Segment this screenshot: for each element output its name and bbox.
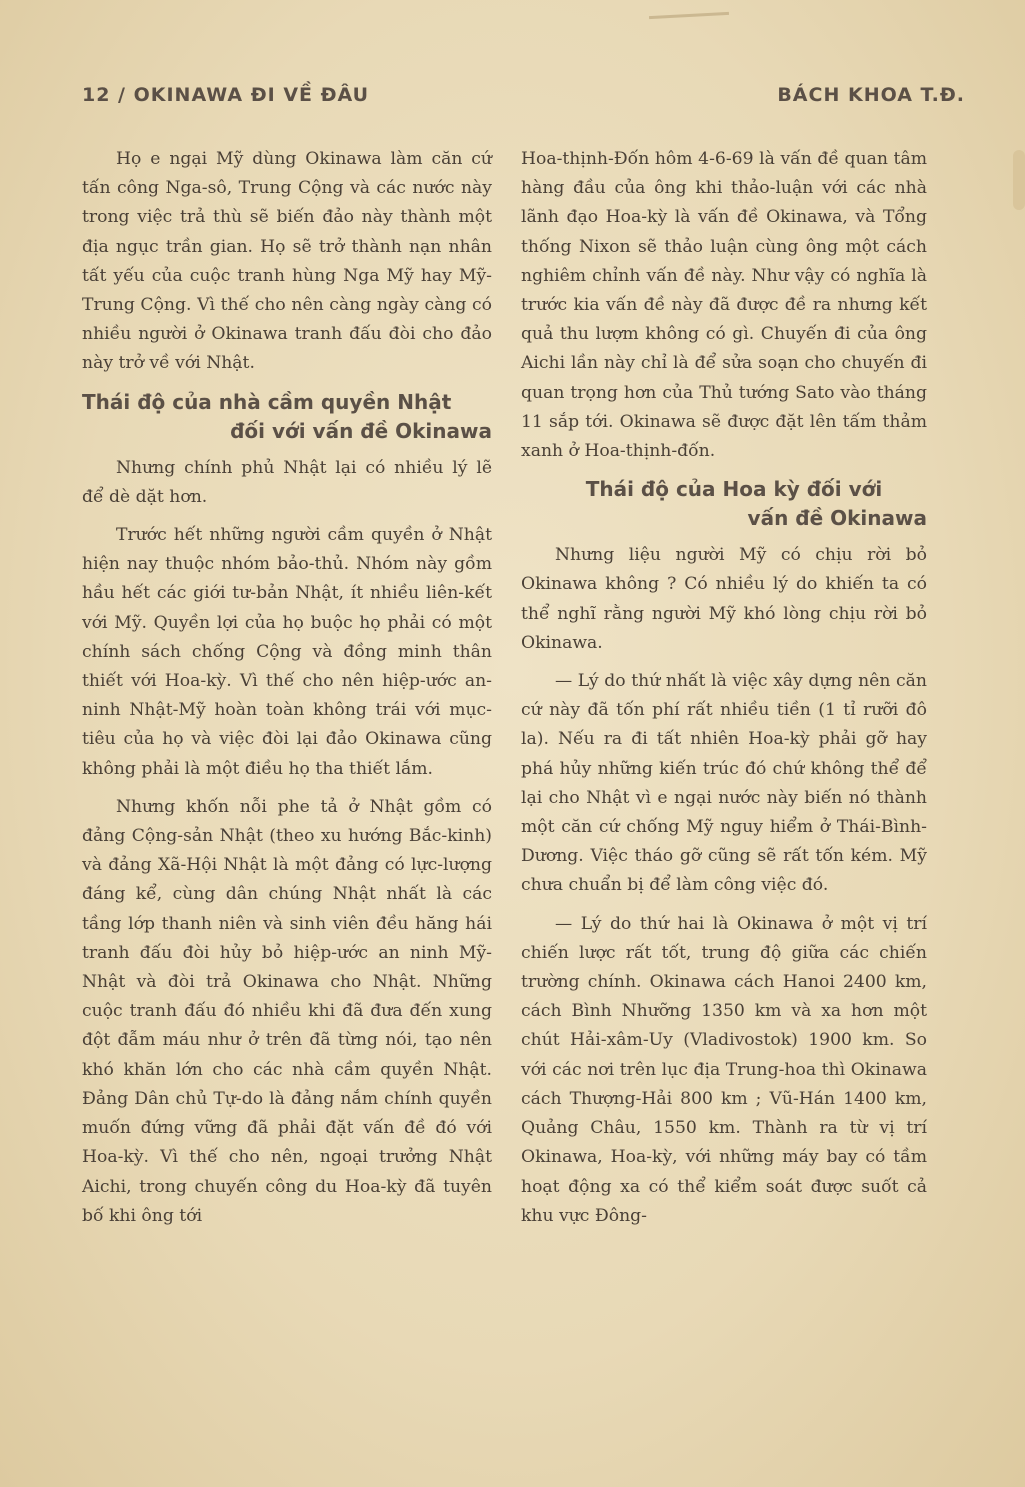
right-column	[521, 145, 927, 1240]
running-header	[82, 84, 965, 114]
paragraph: — Lý do thứ hai là Okinawa ở một vị trí chiến lược rất tốt, trung độ giữa các chiến trường chính. Okinawa cách Hanoi 2400 km, cách Bình Nhưỡng 1350 km và xa hơn một chút Hải-xâm-Uy (Vladivostok) 1900 km. So với các nơi trên lục địa Trung-hoa thì Okinawa cách Thượng-Hải 800 km ; Vũ-Hán 1400 km, Quảng Châu, 1550 km. Thành ra từ vị trí Okinawa, Hoa-kỳ, với những máy bay có tầm hoạt động xa có thể kiểm soát được suốt cả khu vực Đông-	[521, 913, 927, 1226]
paragraph: Nhưng liệu người Mỹ có chịu rời bỏ Okinawa không ? Có nhiều lý do khiến ta có thể nghĩ rằng người Mỹ khó lòng chịu rời bỏ Okinawa.	[521, 545, 927, 653]
paragraph: Hoa-thịnh-Đốn hôm 4-6-69 là vấn đề quan tâm hàng đầu của ông khi thảo-luận với các nhà lãnh đạo Hoa-kỳ là vấn đề Okinawa, và Tổng thống Nixon sẽ thảo luận cùng ông một cách nghiêm chỉnh vấn đề này. Như vậy có nghĩa là trước kia vấn đề này đã được đề ra nhưng kết quả thu lượm không có gì. Chuyến đi của ông Aichi lần này chỉ là để sửa soạn cho chuyến đi quan trọng hơn của Thủ tướng Sato vào tháng 11 sắp tới. Okinawa sẽ được đặt lên tấm thảm xanh ở Hoa-thịnh-đốn.	[521, 149, 927, 462]
header-left: 12 / OKINAWA ĐI VỀ ĐÂU	[82, 84, 370, 106]
heading-line-1: Thái độ của Hoa kỳ đối với	[585, 477, 883, 502]
heading-line-2: đối với vấn đề Okinawa	[230, 418, 492, 443]
paper-stain	[1013, 150, 1025, 210]
paper-mark	[649, 12, 729, 19]
paragraph: Nhưng chính phủ Nhật lại có nhiều lý lẽ để dè dặt hơn.	[82, 457, 492, 507]
paragraph: Trước hết những người cầm quyền ở Nhật hiện nay thuộc nhóm bảo-thủ. Nhóm này gồm hầu hết các giới tư-bản Nhật, ít nhiều liên-kết với Mỹ. Quyền lợi của họ buộc họ phải có một chính sách chống Cộng và đồng minh thân thiết với Hoa-kỳ. Vì thế cho nên hiệp-ước an-ninh Nhật-Mỹ hoàn toàn không trái với mục-tiêu của họ và việc đòi lại đảo Okinawa cũng không phải là một điều họ tha thiết lắm.	[82, 525, 492, 779]
section-heading	[82, 388, 492, 446]
header-right: BÁCH KHOA T.Đ.	[777, 84, 965, 106]
heading-line-2: vấn đề Okinawa	[747, 506, 927, 531]
paragraph: — Lý do thứ nhất là việc xây dựng nên căn cứ này đã tốn phí rất nhiều tiền (1 tỉ rưỡi đô la). Nếu ra đi tất nhiên Hoa-kỳ phải gỡ hay phá hủy những kiến trúc đó chứ không thể để lại cho Nhật vì e ngại nước này biến nó thành một căn cứ chống Mỹ nguy hiểm ở Thái-Bình-Dương. Việc tháo gỡ cũng sẽ rất tốn kém. Mỹ chưa chuẩn bị để làm công việc đó.	[521, 671, 927, 896]
heading-line-1: Thái độ của nhà cầm quyền Nhật	[82, 389, 452, 414]
left-column	[82, 145, 492, 1240]
paragraph: Họ e ngại Mỹ dùng Okinawa làm căn cứ tấn công Nga-sô, Trung Cộng và các nước này trong việc trả thù sẽ biến đảo này thành một địa ngục trần gian. Họ sẽ trở thành nạn nhân tất yếu của cuộc tranh hùng Nga Mỹ hay Mỹ-Trung Cộng. Vì thế cho nên càng ngày càng có nhiều người ở Okinawa tranh đấu đòi cho đảo này trở về với Nhật.	[82, 149, 492, 374]
paragraph: Nhưng khốn nỗi phe tả ở Nhật gồm có đảng Cộng-sản Nhật (theo xu hướng Bắc-kinh) và đảng Xã-Hội Nhật là một đảng có lực-lượng đáng kể, cùng dân chúng Nhật nhất là các tầng lớp thanh niên và sinh viên đều hăng hái tranh đấu đòi hủy bỏ hiệp-ước an ninh Mỹ-Nhật và đòi trả Okinawa cho Nhật. Những cuộc tranh đấu đó nhiều khi đã đưa đến xung đột đẫm máu như ở trên đã từng nói, tạo nên khó khăn lớn cho các nhà cầm quyền Nhật. Đảng Dân chủ Tự-do là đảng nắm chính quyền muốn đứng vững đã phải đặt vấn đề đó với Hoa-kỳ. Vì thế cho nên, ngoại trưởng Nhật Aichi, trong chuyến công du Hoa-kỳ đã tuyên bố khi ông tới	[82, 796, 492, 1226]
section-heading	[521, 475, 927, 533]
